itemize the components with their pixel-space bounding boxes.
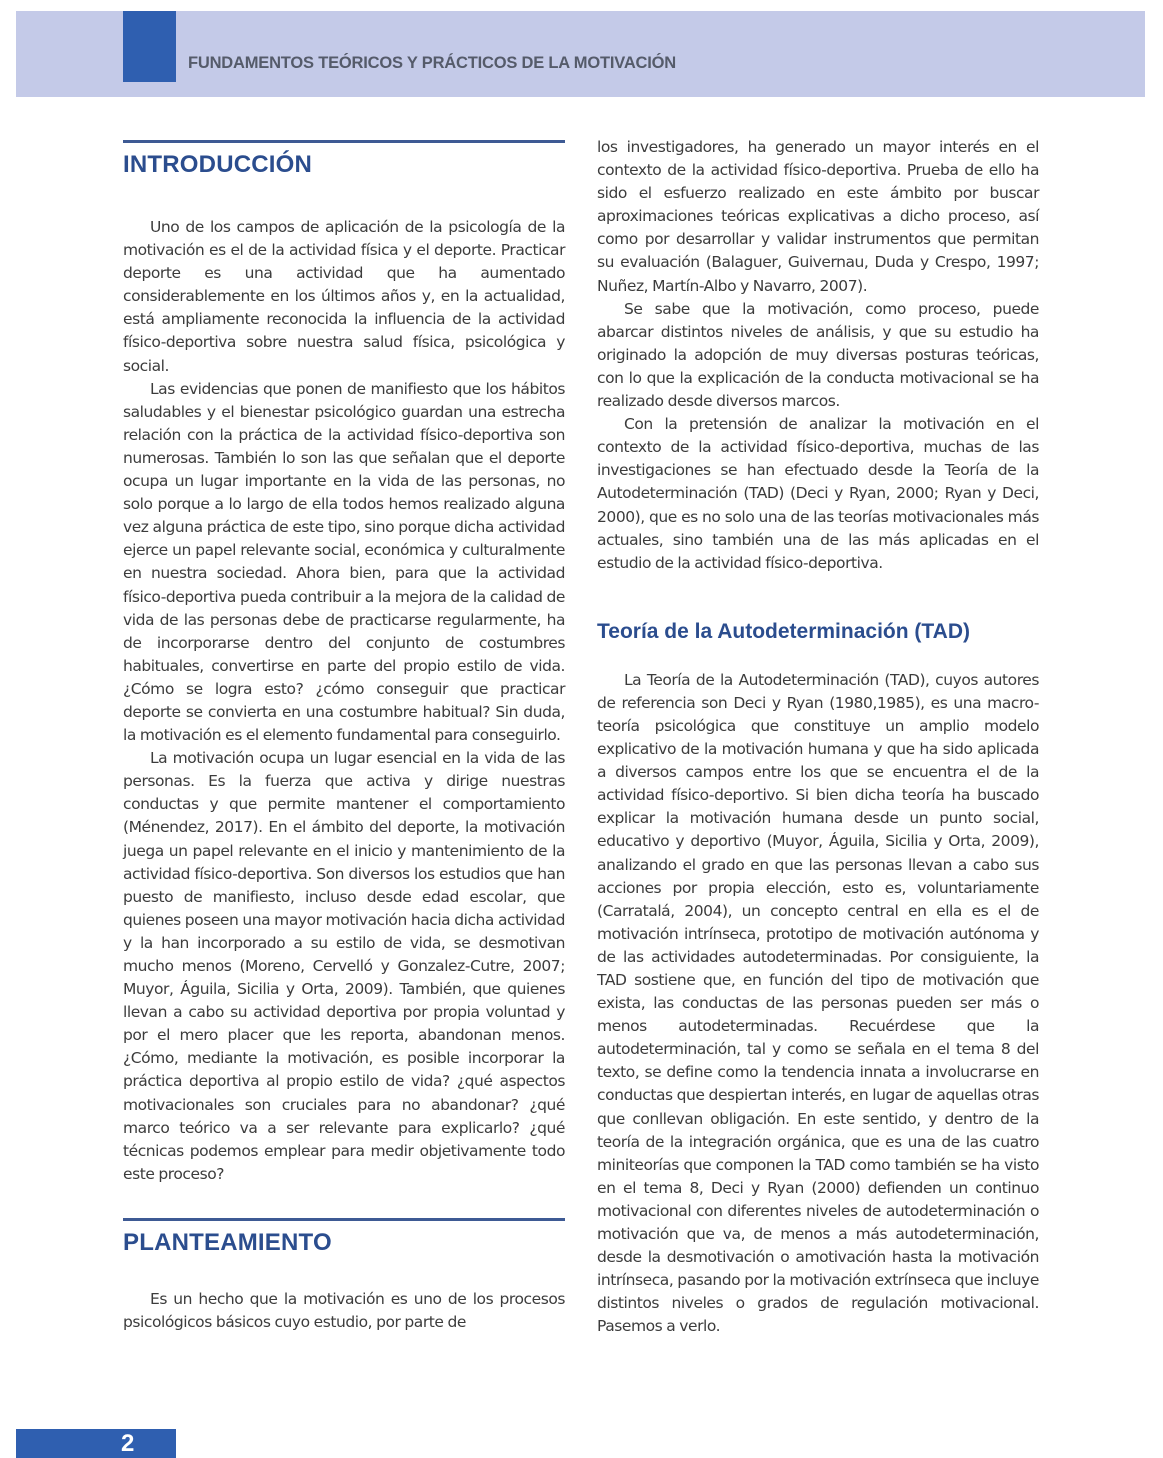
section-rule bbox=[123, 1218, 565, 1221]
header-accent-block bbox=[123, 11, 176, 82]
body-paragraph: Con la pretensión de analizar la motivación en el contexto de la actividad físico-deportiva, muchas de las investigaciones se han efectuado desde la Teoría de la Autodeterminación (TAD) (Deci y Ryan, 2000; Ryan y Deci, 2000), que es no solo una de las teorías motivacionales más actuales, sino también una de las más aplicadas en el estudio de la actividad físico-deportiva. bbox=[597, 415, 1039, 572]
footer-accent-block bbox=[16, 1429, 176, 1458]
section-introduccion bbox=[123, 140, 565, 1186]
body-paragraph: Se sabe que la motivación, como proceso, puede abarcar distintos niveles de análisis, y que su estudio ha originado la adopción de muy diversas posturas teóricas, con lo que la explicación de la conducta motivacional se ha realizado desde diversos marcos. bbox=[597, 299, 1039, 411]
spacer bbox=[123, 1260, 565, 1288]
body-paragraph: Es un hecho que la motivación es uno de los procesos psicológicos básicos cuyo estudio, por parte de bbox=[123, 1289, 565, 1332]
running-header-title: FUNDAMENTOS TEÓRICOS Y PRÁCTICOS DE LA MOTIVACIÓN bbox=[188, 54, 676, 72]
section-planteamiento bbox=[123, 1218, 565, 1334]
subsection-title-tad: Teoría de la Autodeterminación (TAD) bbox=[597, 619, 970, 643]
section-title-planteamiento: PLANTEAMIENTO bbox=[123, 1228, 332, 1256]
spacer bbox=[597, 647, 1039, 669]
body-paragraph: La Teoría de la Autodeterminación (TAD), cuyos autores de referencia son Deci y Ryan (1980,1985), es una macro-teoría psicológica que constituye un amplio modelo explicativo de la motivación humana y que ha sido aplicada a diversos campos entre los que se encuentra el de la actividad físico-deportivo. Si bien dicha teoría ha buscado explicar la motivación humana desde un punto social, educativo y deportivo (Muyor, Águila, Sicilia y Orta, 2009), analizando el grado en que las personas llevan a cabo sus acciones por propia elección, esto es, voluntariamente (Carratalá, 2004), un concepto central en ella es el de motivación intrínseca, prototipo de motivación autónoma y de las actividades autodeterminadas. Por consiguiente, la TAD sostiene que, en función del tipo de motivación que exista, las conductas de las personas pueden ser más o menos autodeterminadas. Recuérdese que la autodeterminación, tal y como se señala en el tema 8 del texto, se define como la tendencia innata a involucrarse en conductas que despiertan interés, en lugar de aquellas otras que conllevan obligación. En este sentido, y dentro de la teoría de la integración orgánica, que es una de las cuatro miniteorías que componen la TAD como también se ha visto en el tema 8, Deci y Ryan (2000) defienden un continuo motivacional con diferentes niveles de autodeterminación o motivación que va, de menos a más autodeterminación, desde la desmotivación o amotivación hasta la motivación intrínseca, pasando por la motivación extrínseca que incluye distintos niveles o grados de regulación motivacional. Pasemos a verlo. bbox=[597, 670, 1039, 1336]
section-rule bbox=[123, 140, 565, 143]
spacer bbox=[123, 182, 565, 216]
right-column bbox=[597, 136, 1039, 1339]
section-tad bbox=[597, 617, 1039, 1339]
section-title-introduccion: INTRODUCCIÓN bbox=[123, 151, 313, 178]
body-paragraph: Uno de los campos de aplicación de la psicología de la motivación es el de la actividad física y el deporte. Practicar deporte es una actividad que ha aumentado considerablemente en los últimos años y, en la actualidad, está ampliamente reconocida la influencia de la actividad físico-deportiva sobre nuestra salud física, psicológica y social. bbox=[123, 218, 565, 375]
left-column bbox=[123, 140, 565, 1334]
body-paragraph-continuation: los investigadores, ha generado un mayor interés en el contexto de la actividad físico-deportiva. Prueba de ello ha sido el esfuerzo realizado en este ámbito por buscar aproximaciones teóricas explicativas a dicho proceso, así como por desarrollar y validar instrumentos que permitan su evaluación (Balaguer, Guivernau, Duda y Crespo, 1997; Nuñez, Martín-Albo y Navarro, 2007). bbox=[597, 138, 1039, 295]
body-paragraph: La motivación ocupa un lugar esencial en la vida de las personas. Es la fuerza que activa y dirige nuestras conductas y que permite mantener el comportamiento (Ménendez, 2017). En el ámbito del deporte, la motivación juega un papel relevante en el inicio y mantenimiento de la actividad físico-deportiva. Son diversos los estudios que han puesto de manifiesto, incluso desde edad escolar, que quienes poseen una mayor motivación hacia dicha actividad y la han incorporado a su estilo de vida, se desmotivan mucho menos (Moreno, Cervelló y Gonzalez-Cutre, 2007; Muyor, Águila, Sicilia y Orta, 2009). También, que quienes llevan a cabo su actividad deportiva por propia voluntad y por el mero placer que les reporta, abandonan menos. ¿Cómo, mediante la motivación, es posible incorporar la práctica deportiva al propio estilo de vida? ¿qué aspectos motivacionales son cruciales para no abandonar? ¿qué marco teórico va a ser relevante para explicarlo? ¿qué técnicas podemos emplear para medir objetivamente todo este proceso? bbox=[123, 749, 565, 1183]
body-paragraph: Las evidencias que ponen de manifiesto que los hábitos saludables y el bienestar psicológico guardan una estrecha relación con la práctica de la actividad físico-deportiva son numerosas. También lo son las que señalan que el deporte ocupa un lugar importante en la vida de las personas, no solo porque a lo largo de ella todos hemos realizado alguna vez alguna práctica de este tipo, sino porque dicha actividad ejerce un papel relevante social, económica y culturalmente en nuestra sociedad. Ahora bien, para que la actividad físico-deportiva pueda contribuir a la mejora de la calidad de vida de las personas debe de practicarse regularmente, ha de incorporarse dentro del conjunto de costumbres habituales, convertirse en parte del propio estilo de vida. ¿Cómo se logra esto? ¿cómo conseguir que practicar deporte se convierta en una costumbre habitual? Sin duda, la motivación es el elemento fundamental para conseguirlo. bbox=[123, 379, 565, 745]
page-number: 2 bbox=[121, 1430, 135, 1457]
